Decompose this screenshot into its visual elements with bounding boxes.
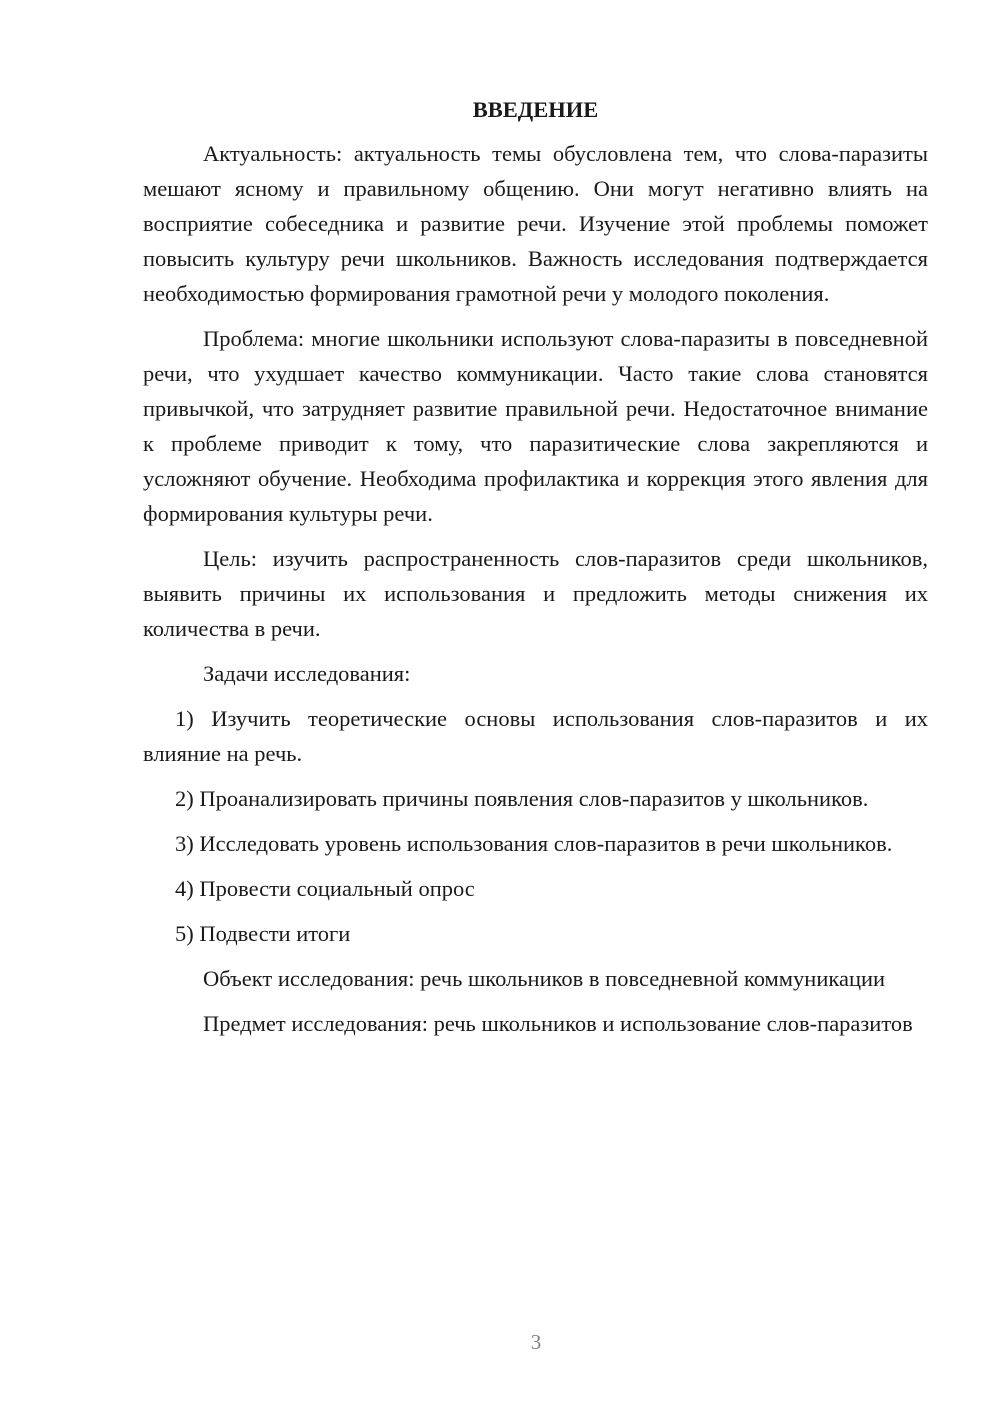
task-item-2: 2) Проанализировать причины появления слов-паразитов у школьников. <box>175 786 869 811</box>
page-content <box>143 92 928 1051</box>
tasks-heading: Задачи исследования: <box>203 661 411 686</box>
task-item-4: 4) Провести социальный опрос <box>175 876 475 901</box>
problem-paragraph: Проблема: многие школьники используют слова-паразиты в повседневной речи, что ухудшает качество коммуникации. Часто такие слова становятся привычкой, что затрудняет развитие правильной речи. Недостаточное внимание к проблеме приводит к тому, что паразитические слова закрепляются и усложняют обучение. Необходима профилактика и коррекция этого явления для формирования культуры речи. <box>143 326 928 526</box>
page-title: ВВЕДЕНИЕ <box>472 97 599 122</box>
page-number: 3 <box>530 1330 542 1354</box>
goal-paragraph: Цель: изучить распространенность слов-паразитов среди школьников, выявить причины их использования и предложить методы снижения их количества в речи. <box>143 546 928 641</box>
research-subject-paragraph: Предмет исследования: речь школьников и использование слов-паразитов <box>203 1011 913 1036</box>
task-item-1: 1) Изучить теоретические основы использования слов-паразитов и их влияние на речь. <box>143 706 928 766</box>
research-object-paragraph: Объект исследования: речь школьников в повседневной коммуникации <box>203 966 886 991</box>
task-item-5: 5) Подвести итоги <box>175 921 351 946</box>
task-item-3: 3) Исследовать уровень использования слов-паразитов в речи школьников. <box>175 831 893 856</box>
relevance-paragraph: Актуальность: актуальность темы обусловлена тем, что слова-паразиты мешают ясному и правильному общению. Они могут негативно влиять на восприятие собеседника и развитие речи. Изучение этой проблемы поможет повысить культуру речи школьников. Важность исследования подтверждается необходимостью формирования грамотной речи у молодого поколения. <box>143 141 928 306</box>
